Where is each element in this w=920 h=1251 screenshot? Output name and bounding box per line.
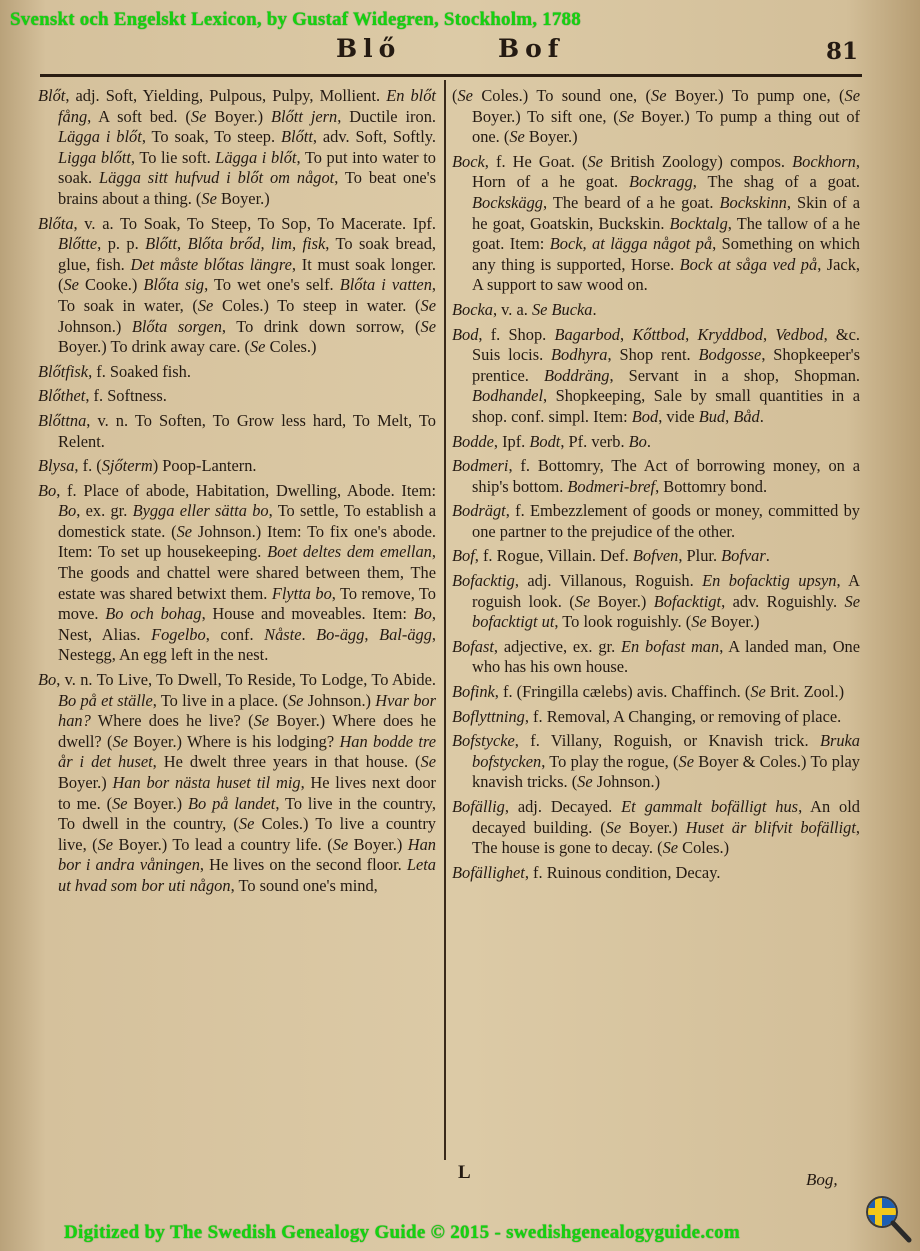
dictionary-entry: Boflyttning, f. Removal, A Changing, or removing of place. [452,706,842,726]
dictionary-entry: Bofstycke, f. Villany, Roguish, or Knavish trick. Bruka bofstycken, To play the rogue, (Se Boyer & Coles.) To play knavish tricks. (Se Johnson.) [452,731,860,792]
running-head-left: Blő [336,34,402,63]
catchword: Bog, [806,1170,838,1189]
digitization-banner: Svenskt och Engelskt Lexicon, by Gustaf Widegren, Stockholm, 1788 [10,9,581,30]
running-head-right: Bof [498,34,565,63]
dictionary-entry: Blőtfisk, f. Soaked fish. [38,361,191,381]
right-column [452,86,860,887]
page-number: 81 [826,38,859,65]
dictionary-entry: (Se Coles.) To sound one, (Se Boyer.) To pump one, (Se Boyer.) To sift one, (Se Boyer.) To pump a thing out of one. (Se Boyer.) [452,86,861,147]
dictionary-entry: Bofink, f. (Fringilla cælebs) avis. Chaffinch. (Se Brit. Zool.) [452,682,845,702]
header-rule [40,74,862,77]
dictionary-entry: Bodrägt, f. Embezzlement of goods or money, committed by one partner to the prejudice of the other. [452,501,860,541]
swedish-flag-magnifier-icon [864,1194,912,1244]
dictionary-entry: Bod, f. Shop. Bagarbod, Kőttbod, Kryddbod, Vedbod, &c. Suis locis. Bodhyra, Shop rent. Bodgosse, Shopkeeper's prentice. Boddräng, Servant in a shop, Shopman. Bodhandel, Shopkeeping, Sale by small quantities in a shop. conf. simpl. Item: Bod, vide Bud, Båd. [452,324,861,426]
digitization-footer: Digitized by The Swedish Genealogy Guide © 2015 - swedishgenealogyguide.com [64,1222,741,1243]
dictionary-entry: Blőttna, v. n. To Soften, To Grow less hard, To Melt, To Relent. [38,410,436,451]
dictionary-entry: Blőt, adj. Soft, Yielding, Pulpous, Pulpy, Mollient. En blőt fång, A soft bed. (Se Boyer.) Blőtt jern, Ductile iron. Lägga i blőt, To soak, To steep. Blőtt, adv. Soft, Softly. Ligga blőtt, To lie soft. Lägga i blőt, To put into water to soak. Lägga sitt hufvud i blőt om något, To beat one's brains about a thing. (Se Boyer.) [38,86,437,208]
left-column [38,86,436,901]
dictionary-entry: Bofacktig, adj. Villanous, Roguish. En bofacktig upsyn, A roguish look. (Se Boyer.) Bofacktigt, adv. Roguishly. Se bofacktigt ut, To look roguishly. (Se Boyer.) [452,571,860,632]
dictionary-entry: Bocka, v. a. Se Bucka. [452,299,597,319]
dictionary-entry: Bofällighet, f. Ruinous condition, Decay. [452,862,721,882]
dictionary-entry: Bofällig, adj. Decayed. Et gammalt bofälligt hus, An old decayed building. (Se Boyer.) Huset är blifvit bofälligt, The house is gone to decay. (Se Coles.) [452,797,861,858]
dictionary-entry: Bock, f. He Goat. (Se British Zoology) compos. Bockhorn, Horn of a he goat. Bockragg, The shag of a goat. Bockskägg, The beard of a he goat. Bockskinn, Skin of a he goat, Goatskin, Buckskin. Bocktalg, The tallow of a he goat. Item: Bock, at lägga något på, Something on which any thing is supported, Horse. Bock at såga ved på, Jack, A support to saw wood on. [452,151,861,295]
dictionary-entry: Bofast, adjective, ex. gr. En bofast man, A landed man, One who has his own house. [452,636,860,677]
dictionary-entry: Blysa, f. (Sjőterm) Poop-Lantern. [38,456,257,476]
signature-mark: L [458,1162,471,1183]
dictionary-entry: Blőthet, f. Softness. [38,386,167,406]
dictionary-entry: Bof, f. Rogue, Villain. Def. Bofven, Plur. Bofvar. [452,546,770,566]
column-divider [444,80,446,1160]
dictionary-entry: Blőta, v. a. To Soak, To Steep, To Sop, To Macerate. Ipf. Blőtte, p. p. Blőtt, Blőta brőd, lim, fisk, To soak bread, glue, fish. Det måste blőtas längre, It must soak longer. (Se Cooke.) Blőta sig, To wet one's self. Blőta i vatten, To soak in water, (Se Coles.) To steep in water. (Se Johnson.) Blőta sorgen, To drink down sorrow, (Se Boyer.) To drink away care. (Se Coles.) [38,213,437,357]
dictionary-entry: Bo, v. n. To Live, To Dwell, To Reside, To Lodge, To Abide. Bo på et ställe, To live in a place. (Se Johnson.) Hvar bor han? Where does he live? (Se Boyer.) Where does he dwell? (Se Boyer.) Where is his lodging? Han bodde tre år i det huset, He dwelt three years in that house. (Se Boyer.) Han bor nästa huset til mig, He lives next door to me. (Se Boyer.) Bo på landet, To live in the country, To dwell in the country, (Se Coles.) To live a country live, (Se Boyer.) To lead a country life. (Se Boyer.) Han bor i andra våningen, He lives on the second floor. Leta ut hvad som bor uti någon, To sound one's mind, [38,670,437,895]
dictionary-entry: Bodde, Ipf. Bodt, Pf. verb. Bo. [452,431,651,451]
dictionary-entry: Bodmeri, f. Bottomry, The Act of borrowing money, on a ship's bottom. Bodmeri-bref, Bottomry bond. [452,456,860,496]
dictionary-entry: Bo, f. Place of abode, Habitation, Dwelling, Abode. Item: Bo, ex. gr. Bygga eller sätta bo, To settle, To establish a domestick state. (Se Johnson.) Item: To fix one's abode. Item: To set up housekeeping. Boet deltes dem emellan, The goods and chattel were shared between them, The estate was shared betwixt them. Flytta bo, To remove, To move. Bo och bohag, House and moveables. Item: Bo, Nest, Alias. Fogelbo, conf. Nåste. Bo-ägg, Bal-ägg, Nestegg, An egg left in the nest. [38,480,437,665]
running-head [0,34,920,68]
